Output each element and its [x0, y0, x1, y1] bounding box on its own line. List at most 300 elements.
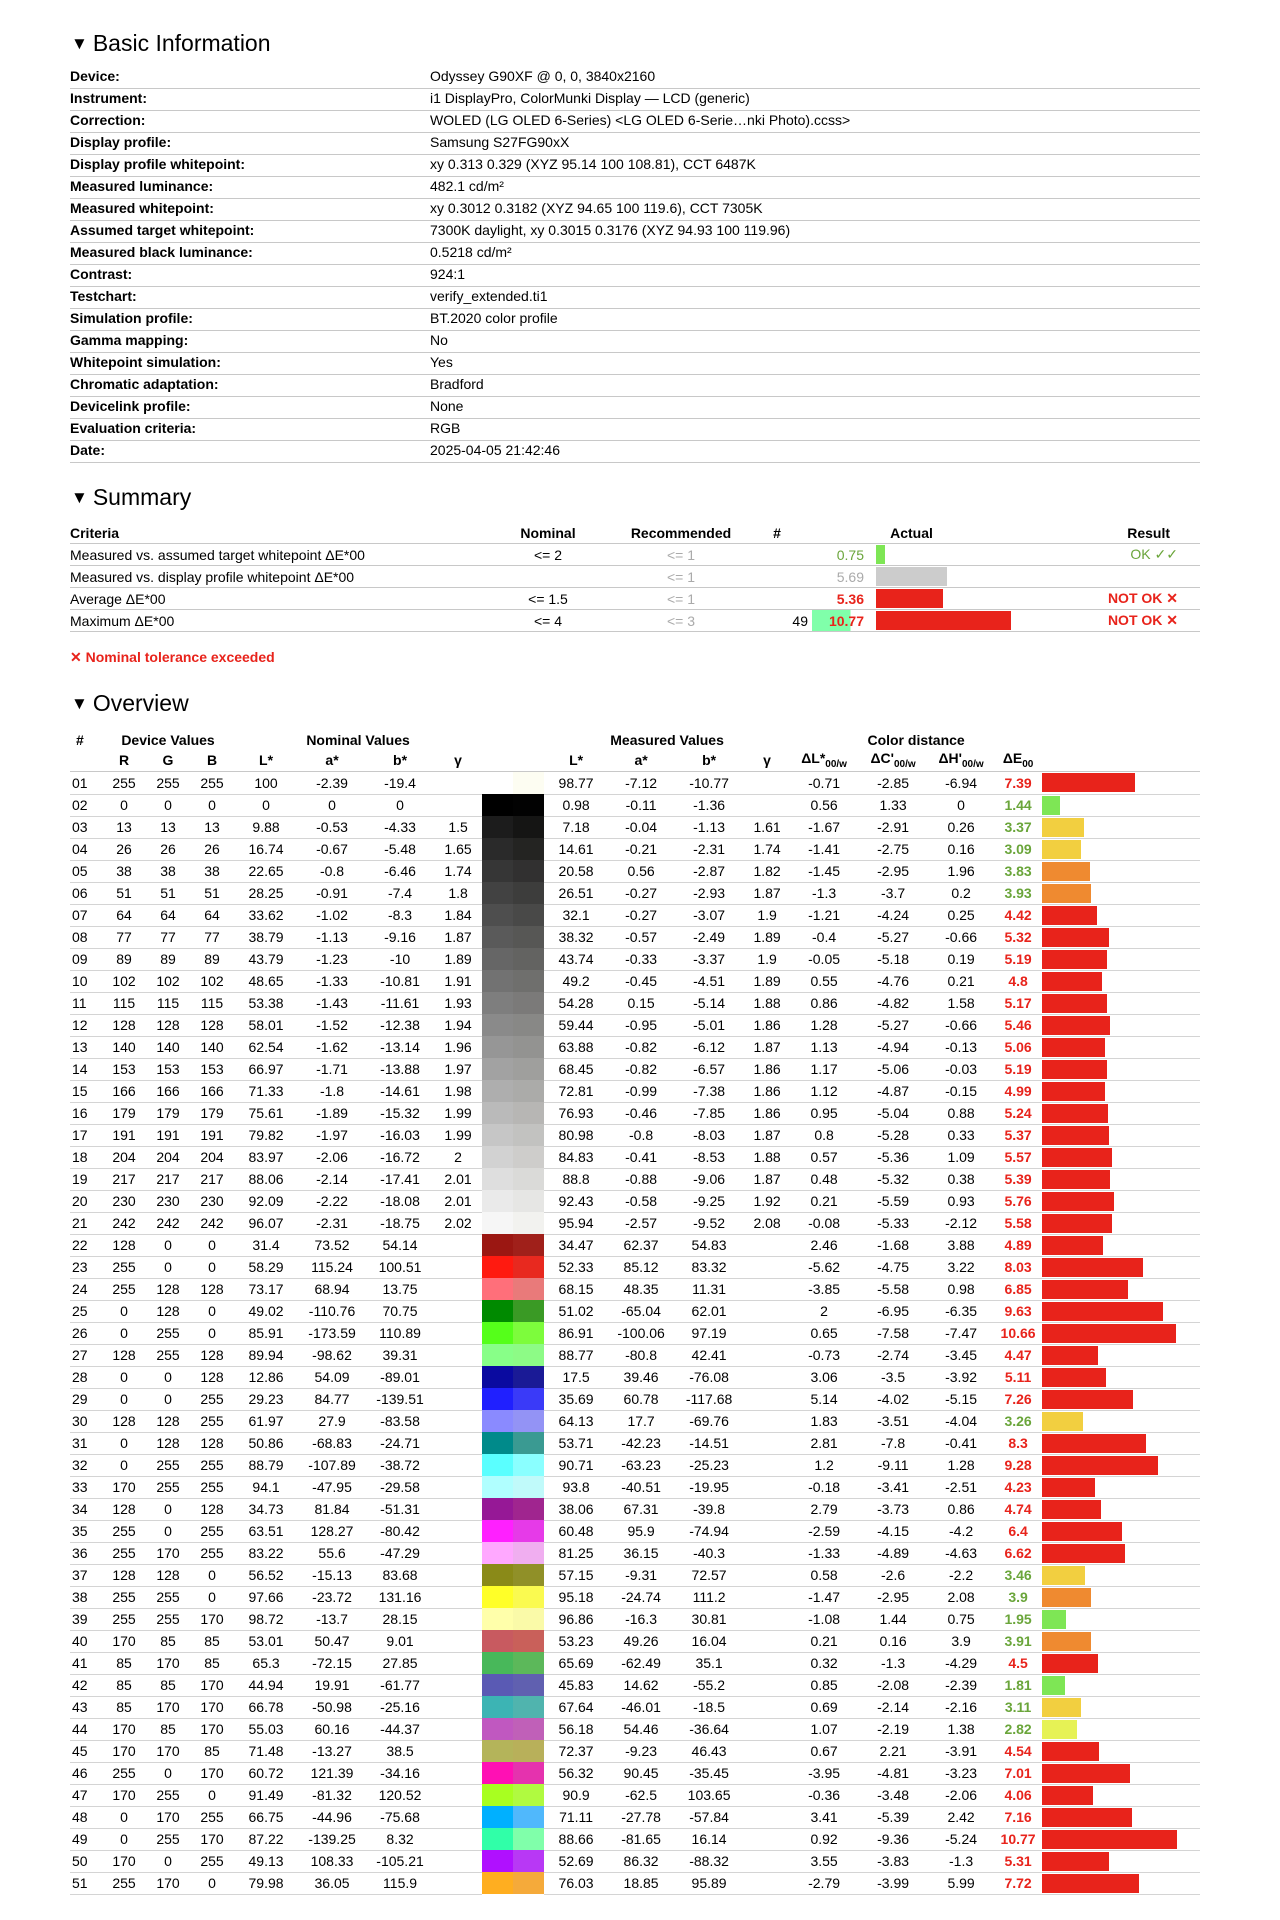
delta-c: -5.32: [858, 1168, 928, 1190]
delta-l: -2.79: [790, 1872, 858, 1894]
count-cell: [742, 588, 812, 610]
device-g: 0: [146, 1256, 190, 1278]
delta-e: 3.91: [994, 1630, 1042, 1652]
patch-number: 22: [70, 1234, 102, 1256]
nominal-gamma: [434, 1410, 482, 1432]
device-g: 128: [146, 1014, 190, 1036]
color-swatch: [482, 1168, 544, 1190]
measured-a: -2.57: [608, 1212, 674, 1234]
device-b: 102: [190, 970, 234, 992]
nominal-b: 38.5: [366, 1740, 434, 1762]
nominal-a: 73.52: [298, 1234, 366, 1256]
delta-e: 3.46: [994, 1564, 1042, 1586]
nominal-l: 38.79: [234, 926, 298, 948]
delta-e-bar: [1042, 1346, 1098, 1365]
measured-a: 49.26: [608, 1630, 674, 1652]
info-value: verify_extended.ti1: [430, 288, 548, 304]
measured-a: -100.06: [608, 1322, 674, 1344]
delta-e: 4.23: [994, 1476, 1042, 1498]
measured-gamma: [744, 1608, 790, 1630]
delta-h: 2.42: [928, 1806, 994, 1828]
info-value: Samsung S27FG90xX: [430, 134, 570, 150]
nominal-l: 94.1: [234, 1476, 298, 1498]
patch-number: 14: [70, 1058, 102, 1080]
nominal-l: 88.06: [234, 1168, 298, 1190]
measured-b: -76.08: [674, 1366, 744, 1388]
nominal-gamma: [434, 1828, 482, 1850]
basic-information-heading[interactable]: [71, 30, 271, 57]
nominal-a: -13.27: [298, 1740, 366, 1762]
device-g: 85: [146, 1674, 190, 1696]
device-g: 255: [146, 1454, 190, 1476]
nominal-l: 28.25: [234, 882, 298, 904]
measured-l: 90.9: [544, 1784, 608, 1806]
delta-e-bar: [1042, 928, 1109, 947]
delta-h: -2.12: [928, 1212, 994, 1234]
patch-number: 17: [70, 1124, 102, 1146]
measured-l: 88.66: [544, 1828, 608, 1850]
nominal-l: 87.22: [234, 1828, 298, 1850]
nominal-l: 55.03: [234, 1718, 298, 1740]
delta-e-bar: [1042, 1478, 1095, 1497]
delta-e-bar-cell: [1042, 816, 1200, 838]
color-swatch: [482, 1124, 544, 1146]
delta-c: -5.27: [858, 926, 928, 948]
nominal-l: 85.91: [234, 1322, 298, 1344]
table-row: [70, 948, 1200, 970]
measured-a: -0.41: [608, 1146, 674, 1168]
delta-e-bar: [1042, 1566, 1085, 1585]
nominal-l: 66.97: [234, 1058, 298, 1080]
measured-gamma: 1.86: [744, 1058, 790, 1080]
measured-l: 72.37: [544, 1740, 608, 1762]
device-b: 255: [190, 1476, 234, 1498]
measured-b: -74.94: [674, 1520, 744, 1542]
device-b: 255: [190, 1806, 234, 1828]
delta-e: 7.16: [994, 1806, 1042, 1828]
device-b: 170: [190, 1762, 234, 1784]
delta-h: -3.91: [928, 1740, 994, 1762]
measured-b: -9.52: [674, 1212, 744, 1234]
measured-l: 7.18: [544, 816, 608, 838]
measured-gamma: [744, 1454, 790, 1476]
color-swatch: [482, 1036, 544, 1058]
measured-l: 71.11: [544, 1806, 608, 1828]
device-r: 255: [102, 1278, 146, 1300]
measured-a: 18.85: [608, 1872, 674, 1894]
patch-number: 27: [70, 1344, 102, 1366]
delta-c: -3.7: [858, 882, 928, 904]
patch-number: 23: [70, 1256, 102, 1278]
delta-e-bar-cell: [1042, 1146, 1200, 1168]
device-r: 170: [102, 1850, 146, 1872]
delta-c: -2.95: [858, 1586, 928, 1608]
delta-e: 1.95: [994, 1608, 1042, 1630]
delta-h: -2.39: [928, 1674, 994, 1696]
measured-gamma: 1.86: [744, 1102, 790, 1124]
table-row: [70, 926, 1200, 948]
device-r: 170: [102, 1476, 146, 1498]
collapse-triangle-icon[interactable]: ▼: [71, 488, 88, 507]
delta-e-header: $\Delta E_{00}$: [994, 749, 1042, 772]
delta-l: -0.08: [790, 1212, 858, 1234]
delta-l: 1.2: [790, 1454, 858, 1476]
nominal-gamma: 1.99: [434, 1102, 482, 1124]
measured-b: -4.51: [674, 970, 744, 992]
delta-h: 0.75: [928, 1608, 994, 1630]
info-label: Devicelink profile:: [70, 398, 191, 414]
measured-gamma: [744, 1674, 790, 1696]
measured-a: -0.88: [608, 1168, 674, 1190]
nominal-b: -13.88: [366, 1058, 434, 1080]
delta-e-bar: [1042, 1170, 1110, 1189]
delta-e: 3.09: [994, 838, 1042, 860]
device-r: 102: [102, 970, 146, 992]
color-swatch: [482, 860, 544, 882]
delta-e-bar: [1042, 1236, 1103, 1255]
nominal-b: 100.51: [366, 1256, 434, 1278]
delta-e: 7.26: [994, 1388, 1042, 1410]
delta-h: -4.04: [928, 1410, 994, 1432]
measured-b: 111.2: [674, 1586, 744, 1608]
delta-e: 5.76: [994, 1190, 1042, 1212]
measured-a: 60.78: [608, 1388, 674, 1410]
measured-l: 51.02: [544, 1300, 608, 1322]
table-row: [70, 1828, 1200, 1850]
delta-e-bar-cell: [1042, 992, 1200, 1014]
collapse-triangle-icon[interactable]: ▼: [71, 34, 88, 53]
info-value: Bradford: [430, 376, 484, 392]
color-swatch: [482, 1300, 544, 1322]
delta-l: 0.48: [790, 1168, 858, 1190]
patch-number: 19: [70, 1168, 102, 1190]
delta-h: 0.86: [928, 1498, 994, 1520]
delta-e-bar: [1042, 1720, 1077, 1739]
measured-a: -80.8: [608, 1344, 674, 1366]
delta-e: 7.72: [994, 1872, 1042, 1894]
actual-value-cell: 5.36: [812, 588, 876, 610]
info-value: BT.2020 color profile: [430, 310, 558, 326]
delta-e: 3.9: [994, 1586, 1042, 1608]
delta-e-bar: [1042, 1786, 1093, 1805]
nominal-a: -1.43: [298, 992, 366, 1014]
info-label: Measured luminance:: [70, 178, 214, 194]
measured-gamma: [744, 1542, 790, 1564]
recommended-header: Recommended: [620, 522, 742, 544]
info-label: Display profile:: [70, 134, 172, 150]
delta-e-bar-cell: [1042, 1234, 1200, 1256]
info-label: Measured black luminance:: [70, 244, 253, 260]
table-row: [70, 992, 1200, 1014]
measured-b: -8.53: [674, 1146, 744, 1168]
patch-number: 13: [70, 1036, 102, 1058]
device-r: 13: [102, 816, 146, 838]
device-r: 170: [102, 1718, 146, 1740]
criteria-cell: Maximum ΔE*00: [70, 610, 476, 632]
measured-b: 97.19: [674, 1322, 744, 1344]
nominal-gamma: [434, 1388, 482, 1410]
device-r: 255: [102, 1608, 146, 1630]
delta-l: 0.65: [790, 1322, 858, 1344]
table-row: [70, 1388, 1200, 1410]
nominal-values-header: Nominal Values: [306, 731, 410, 748]
nominal-l: 66.78: [234, 1696, 298, 1718]
measured-b: -3.07: [674, 904, 744, 926]
table-row: [70, 1300, 1200, 1322]
nominal-a: -1.23: [298, 948, 366, 970]
delta-e: 7.39: [994, 772, 1042, 795]
patch-number: 46: [70, 1762, 102, 1784]
delta-e: 1.44: [994, 794, 1042, 816]
nominal-b-header: b*: [366, 749, 434, 772]
color-swatch: [482, 1234, 544, 1256]
nominal-gamma: [434, 1608, 482, 1630]
delta-e-bar-cell: [1042, 1850, 1200, 1872]
patch-number: 18: [70, 1146, 102, 1168]
table-row: [70, 1058, 1200, 1080]
nominal-l: 100: [234, 772, 298, 795]
nominal-l: 83.97: [234, 1146, 298, 1168]
info-row: [70, 66, 1200, 89]
patch-number: 28: [70, 1366, 102, 1388]
device-r: 140: [102, 1036, 146, 1058]
delta-e-bar: [1042, 972, 1102, 991]
summary-heading[interactable]: [71, 484, 191, 511]
delta-l: -1.3: [790, 882, 858, 904]
measured-a: -62.49: [608, 1652, 674, 1674]
measured-l: 34.47: [544, 1234, 608, 1256]
delta-c: -3.83: [858, 1850, 928, 1872]
device-r: 85: [102, 1674, 146, 1696]
delta-e: 5.11: [994, 1366, 1042, 1388]
nominal-gamma: 1.94: [434, 1014, 482, 1036]
delta-c: -3.41: [858, 1476, 928, 1498]
info-row: [70, 264, 1200, 287]
table-row: [70, 1256, 1200, 1278]
delta-e: 3.26: [994, 1410, 1042, 1432]
patch-number: 36: [70, 1542, 102, 1564]
measured-gamma: 1.89: [744, 926, 790, 948]
delta-e-bar: [1042, 773, 1135, 792]
nominal-l: 97.66: [234, 1586, 298, 1608]
nominal-a: 55.6: [298, 1542, 366, 1564]
delta-e-bar: [1042, 1082, 1105, 1101]
table-row: [70, 1542, 1200, 1564]
nominal-gamma: [434, 1366, 482, 1388]
device-g: 26: [146, 838, 190, 860]
delta-e-bar: [1042, 1126, 1109, 1145]
device-r: 255: [102, 1520, 146, 1542]
color-swatch: [482, 1080, 544, 1102]
delta-e: 5.32: [994, 926, 1042, 948]
actual-bar-cell: [876, 588, 1011, 610]
delta-e-bar-cell: [1042, 1784, 1200, 1806]
delta-h: -2.06: [928, 1784, 994, 1806]
nominal-l: 12.86: [234, 1366, 298, 1388]
device-r: 170: [102, 1630, 146, 1652]
device-g: 153: [146, 1058, 190, 1080]
table-row: [70, 1454, 1200, 1476]
device-b: 255: [190, 1520, 234, 1542]
device-b: 26: [190, 838, 234, 860]
delta-h: -0.13: [928, 1036, 994, 1058]
measured-a: -0.99: [608, 1080, 674, 1102]
delta-e-bar-cell: [1042, 1718, 1200, 1740]
nominal-gamma: [434, 1300, 482, 1322]
nominal-a: -0.67: [298, 838, 366, 860]
device-b: 0: [190, 1234, 234, 1256]
patch-number: 39: [70, 1608, 102, 1630]
device-b: 170: [190, 1696, 234, 1718]
delta-l: 2.79: [790, 1498, 858, 1520]
measured-l: 38.32: [544, 926, 608, 948]
nominal-gamma: [434, 1256, 482, 1278]
nominal-a: 19.91: [298, 1674, 366, 1696]
overview-heading[interactable]: [71, 690, 189, 717]
collapse-triangle-icon[interactable]: ▼: [71, 694, 88, 713]
device-r: 0: [102, 1828, 146, 1850]
measured-l: 92.43: [544, 1190, 608, 1212]
delta-h: -7.47: [928, 1322, 994, 1344]
delta-l: -0.71: [790, 772, 858, 795]
delta-e-bar-cell: [1042, 1256, 1200, 1278]
measured-b: -14.51: [674, 1432, 744, 1454]
color-swatch: [482, 772, 544, 795]
device-g: 170: [146, 1806, 190, 1828]
info-value: 7300K daylight, xy 0.3015 0.3176 (XYZ 94.93 100 119.96): [430, 222, 791, 238]
measured-a: -24.74: [608, 1586, 674, 1608]
delta-l: 0.85: [790, 1674, 858, 1696]
delta-h: 0.21: [928, 970, 994, 992]
nominal-gamma: [434, 1520, 482, 1542]
device-b: 64: [190, 904, 234, 926]
table-row: [70, 1718, 1200, 1740]
delta-c: -4.02: [858, 1388, 928, 1410]
nominal-l: 89.94: [234, 1344, 298, 1366]
device-g: 0: [146, 1366, 190, 1388]
delta-h: -3.92: [928, 1366, 994, 1388]
measured-b: -39.8: [674, 1498, 744, 1520]
measured-l: 67.64: [544, 1696, 608, 1718]
delta-e-bar-cell: [1042, 860, 1200, 882]
delta-h: 0.26: [928, 816, 994, 838]
delta-h: -3.45: [928, 1344, 994, 1366]
info-value: WOLED (LG OLED 6-Series) <LG OLED 6-Serie…nki Photo).ccss>: [430, 112, 851, 128]
measured-l: 95.18: [544, 1586, 608, 1608]
measured-gamma: [744, 1300, 790, 1322]
delta-e-bar: [1042, 1016, 1110, 1035]
summary-row: [70, 544, 1200, 566]
measured-a: 95.9: [608, 1520, 674, 1542]
measured-b: -19.95: [674, 1476, 744, 1498]
delta-h: 5.99: [928, 1872, 994, 1894]
delta-e: 4.99: [994, 1080, 1042, 1102]
nominal-b: -61.77: [366, 1674, 434, 1696]
nominal-l: 49.02: [234, 1300, 298, 1322]
delta-h: -0.66: [928, 926, 994, 948]
nominal-a: -13.7: [298, 1608, 366, 1630]
delta-e-bar-cell: [1042, 1872, 1200, 1894]
nominal-b: 83.68: [366, 1564, 434, 1586]
device-r: 191: [102, 1124, 146, 1146]
delta-e: 4.47: [994, 1344, 1042, 1366]
delta-e: 4.74: [994, 1498, 1042, 1520]
nominal-a: -47.95: [298, 1476, 366, 1498]
color-swatch: [482, 1718, 544, 1740]
device-g: 140: [146, 1036, 190, 1058]
info-label: Simulation profile:: [70, 310, 193, 326]
delta-e-bar-cell: [1042, 970, 1200, 992]
recommended-cell: <= 1: [620, 588, 742, 610]
delta-e: 3.93: [994, 882, 1042, 904]
color-swatch: [482, 1476, 544, 1498]
nominal-a: 60.16: [298, 1718, 366, 1740]
device-g: 77: [146, 926, 190, 948]
measured-l: 56.18: [544, 1718, 608, 1740]
measured-a: -27.78: [608, 1806, 674, 1828]
nominal-a: -1.33: [298, 970, 366, 992]
nominal-gamma: [434, 1454, 482, 1476]
delta-e-bar: [1042, 950, 1107, 969]
criteria-cell: Measured vs. assumed target whitepoint ΔE*00: [70, 544, 476, 566]
nominal-a: -23.72: [298, 1586, 366, 1608]
nominal-gamma: [434, 1850, 482, 1872]
nominal-a: 68.94: [298, 1278, 366, 1300]
measured-gamma: [744, 1586, 790, 1608]
info-row: [70, 110, 1200, 133]
nominal-b: 110.89: [366, 1322, 434, 1344]
device-r: 255: [102, 1542, 146, 1564]
measured-gamma: [744, 1432, 790, 1454]
measured-gamma: [744, 772, 790, 795]
delta-l: -0.73: [790, 1344, 858, 1366]
delta-l: 0.95: [790, 1102, 858, 1124]
patch-number: 04: [70, 838, 102, 860]
delta-e-bar-cell: [1042, 1212, 1200, 1234]
delta-c: -1.3: [858, 1652, 928, 1674]
actual-value-cell: 5.69: [812, 566, 876, 588]
summary-table: [70, 522, 1200, 632]
device-b: 204: [190, 1146, 234, 1168]
delta-h: 3.88: [928, 1234, 994, 1256]
delta-l: -1.41: [790, 838, 858, 860]
nominal-a: -15.13: [298, 1564, 366, 1586]
patch-number: 49: [70, 1828, 102, 1850]
nominal-b: -12.38: [366, 1014, 434, 1036]
device-g: 128: [146, 1300, 190, 1322]
device-b: 0: [190, 1256, 234, 1278]
device-g: 89: [146, 948, 190, 970]
nominal-gamma: 1.93: [434, 992, 482, 1014]
nominal-a: -139.25: [298, 1828, 366, 1850]
nominal-a: -0.8: [298, 860, 366, 882]
device-g: 255: [146, 1322, 190, 1344]
measured-gamma: 1.61: [744, 816, 790, 838]
measured-l: 88.77: [544, 1344, 608, 1366]
delta-e-bar: [1042, 1434, 1146, 1453]
device-r: 255: [102, 772, 146, 795]
nominal-gamma: [434, 1498, 482, 1520]
nominal-b: 9.01: [366, 1630, 434, 1652]
delta-e-bar: [1042, 1060, 1107, 1079]
table-row: [70, 882, 1200, 904]
measured-a: -0.21: [608, 838, 674, 860]
color-swatch: [482, 1454, 544, 1476]
measured-l: 17.5: [544, 1366, 608, 1388]
delta-e: 4.8: [994, 970, 1042, 992]
measured-l: 68.15: [544, 1278, 608, 1300]
delta-c: -9.11: [858, 1454, 928, 1476]
